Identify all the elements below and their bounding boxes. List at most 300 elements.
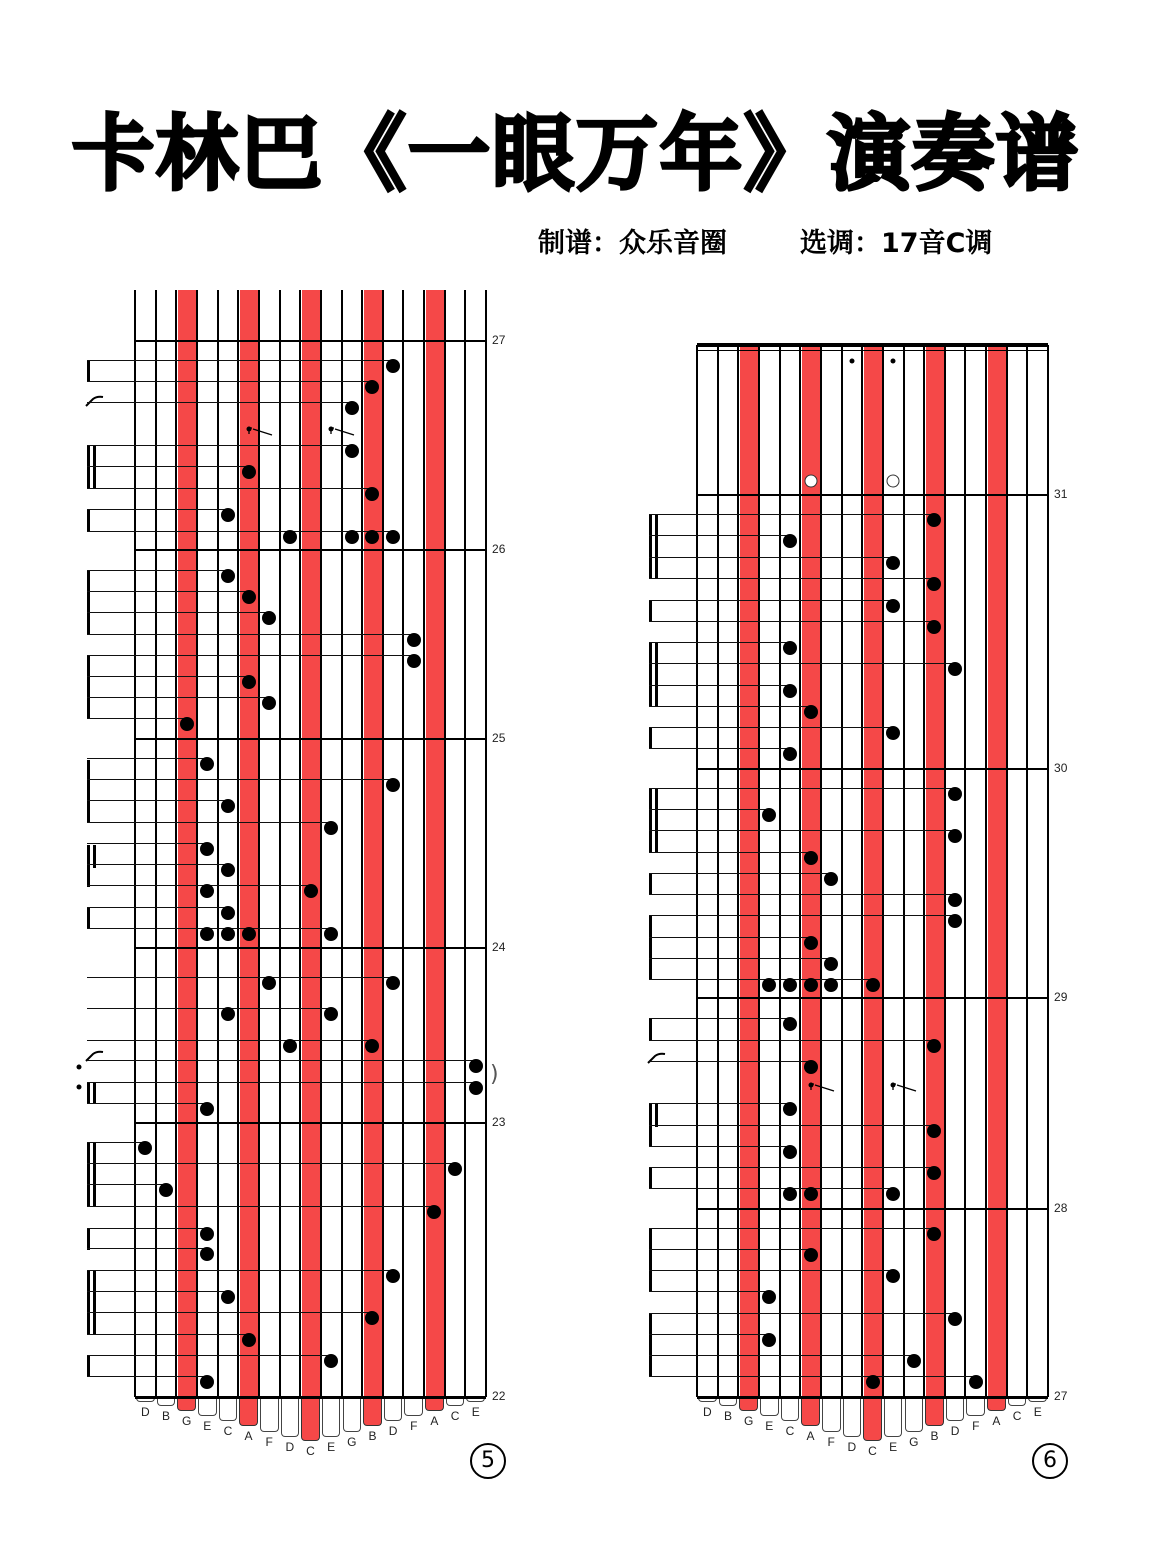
tine-end xyxy=(801,1397,820,1426)
tine-end xyxy=(177,1397,196,1411)
tine-label-f: F xyxy=(827,1435,835,1449)
tine-end xyxy=(404,1397,423,1416)
dotted-rhythm-dot xyxy=(77,1085,82,1090)
tine-end xyxy=(739,1397,758,1411)
tine-divider xyxy=(444,290,446,1397)
tine-label-e: E xyxy=(203,1419,212,1433)
rhythm-stem xyxy=(649,916,652,980)
tine-end xyxy=(905,1397,924,1432)
tine-divider xyxy=(279,290,281,1397)
tine-end xyxy=(260,1397,279,1432)
tine-label-f: F xyxy=(410,1419,418,1433)
note-dot xyxy=(783,534,797,548)
rhythm-stem-secondary xyxy=(655,1104,658,1127)
note-guide-line xyxy=(87,1142,145,1143)
note-guide-line xyxy=(87,1008,331,1009)
tine-divider xyxy=(944,345,946,1397)
note-dot xyxy=(927,1039,941,1053)
key-label: 选调：17音C调 xyxy=(800,228,993,259)
note-guide-line xyxy=(649,1146,790,1147)
note-guide-line xyxy=(87,1060,476,1061)
tine-divider xyxy=(903,345,905,1397)
note-dot xyxy=(386,359,400,373)
page-number: 5 xyxy=(470,1443,506,1479)
note-guide-line xyxy=(87,402,352,403)
measure-number: 25 xyxy=(492,731,506,745)
note-guide-line xyxy=(649,852,811,853)
tine-divider xyxy=(799,345,801,1397)
octave-dot xyxy=(891,359,896,364)
note-guide-line xyxy=(649,1270,893,1271)
note-dot xyxy=(221,508,235,522)
measure-number: 29 xyxy=(1054,990,1068,1004)
note-dot xyxy=(242,927,256,941)
note-dot xyxy=(200,1102,214,1116)
note-guide-line xyxy=(649,748,790,749)
note-dot xyxy=(866,1375,880,1389)
measure-line xyxy=(697,494,1048,496)
tine-label-f: F xyxy=(265,1435,273,1449)
rhythm-stem xyxy=(87,446,90,489)
note-guide-line xyxy=(87,1355,331,1356)
note-dot xyxy=(762,978,776,992)
note-dot xyxy=(407,633,421,647)
note-dot xyxy=(324,927,338,941)
note-dot xyxy=(365,530,379,544)
note-guide-line xyxy=(649,809,769,810)
red-tine-column xyxy=(864,345,882,1397)
note-dot xyxy=(200,927,214,941)
tine-divider xyxy=(237,290,239,1397)
note-dot xyxy=(365,487,379,501)
open-note xyxy=(887,475,900,488)
rhythm-stem xyxy=(87,908,90,929)
rhythm-stem xyxy=(649,1228,652,1292)
note-guide-line xyxy=(649,600,893,601)
tine-label-b: B xyxy=(161,1409,170,1423)
note-guide-line xyxy=(649,1228,934,1229)
rhythm-stem xyxy=(87,510,90,532)
tine-label-d: D xyxy=(950,1424,960,1438)
note-guide-line xyxy=(87,612,269,613)
note-dot xyxy=(948,787,962,801)
note-guide-line xyxy=(649,642,790,643)
note-guide-line xyxy=(87,843,207,844)
note-dot xyxy=(200,884,214,898)
tine-divider xyxy=(1047,345,1049,1397)
note-dot xyxy=(969,1375,983,1389)
note-guide-line xyxy=(87,655,414,656)
note-dot xyxy=(948,1312,962,1326)
note-guide-line xyxy=(87,1163,455,1164)
note-dot xyxy=(948,662,962,676)
note-dot xyxy=(927,620,941,634)
measure-line xyxy=(697,768,1048,770)
note-dot xyxy=(804,705,818,719)
tine-end xyxy=(281,1397,300,1437)
note-dot xyxy=(804,978,818,992)
note-dot xyxy=(283,530,297,544)
note-dot xyxy=(783,1187,797,1201)
measure-number: 31 xyxy=(1054,487,1068,501)
rhythm-stem xyxy=(87,760,90,823)
note-guide-line xyxy=(649,663,955,664)
note-guide-line xyxy=(649,788,955,789)
tine-label-d: D xyxy=(702,1405,712,1419)
note-guide-line xyxy=(87,1334,249,1335)
note-dot xyxy=(304,884,318,898)
tine-end xyxy=(966,1397,985,1416)
note-guide-line xyxy=(649,535,790,536)
tine-divider xyxy=(402,290,404,1397)
note-guide-line xyxy=(649,557,893,558)
measure-number: 24 xyxy=(492,940,506,954)
note-dot xyxy=(866,978,880,992)
note-dot xyxy=(927,1227,941,1241)
tine-divider xyxy=(1006,345,1008,1397)
tine-divider xyxy=(423,290,425,1397)
note-guide-line xyxy=(87,864,228,865)
note-dot xyxy=(324,821,338,835)
note-dot xyxy=(783,641,797,655)
note-dot xyxy=(783,1017,797,1031)
tine-divider xyxy=(361,290,363,1397)
note-dot xyxy=(469,1081,483,1095)
note-dot xyxy=(407,654,421,668)
note-dot xyxy=(386,778,400,792)
note-guide-line xyxy=(87,1040,372,1041)
rhythm-stem-secondary xyxy=(655,515,658,578)
note-dot xyxy=(886,1269,900,1283)
note-dot xyxy=(221,569,235,583)
note-guide-line xyxy=(649,727,893,728)
slur-flag-icon xyxy=(85,1047,107,1059)
note-guide-line xyxy=(649,514,934,515)
note-guide-line xyxy=(649,706,811,707)
note-dot xyxy=(824,872,838,886)
note-guide-line xyxy=(649,1103,790,1104)
measure-line xyxy=(697,1208,1048,1210)
tine-divider xyxy=(882,345,884,1397)
note-guide-line xyxy=(87,676,249,677)
note-dot xyxy=(242,1333,256,1347)
note-dot xyxy=(200,757,214,771)
measure-number: 27 xyxy=(1054,1389,1068,1403)
tine-label-g: G xyxy=(743,1414,754,1428)
note-guide-line xyxy=(87,360,393,361)
tine-end xyxy=(219,1397,238,1421)
tine-end xyxy=(987,1397,1006,1411)
measure-line xyxy=(135,947,486,949)
note-dot xyxy=(365,1311,379,1325)
grace-tail-icon xyxy=(892,1079,918,1098)
tine-label-c: C xyxy=(785,1424,795,1438)
rhythm-stem-secondary xyxy=(655,789,658,852)
note-dot xyxy=(200,1227,214,1241)
note-dot xyxy=(324,1354,338,1368)
note-dot xyxy=(221,906,235,920)
tine-end xyxy=(760,1397,779,1416)
tine-divider xyxy=(779,345,781,1397)
page-number: 6 xyxy=(1032,1443,1068,1479)
note-guide-line xyxy=(649,1167,934,1168)
note-guide-line xyxy=(87,907,228,908)
tine-label-c: C xyxy=(306,1444,315,1458)
tine-label-d: D xyxy=(388,1424,398,1438)
note-guide-line xyxy=(649,1291,769,1292)
base-line xyxy=(697,1396,1048,1399)
grace-tail-icon xyxy=(810,1079,836,1098)
tine-divider xyxy=(820,345,822,1397)
tine-label-f: F xyxy=(972,1419,980,1433)
note-guide-line xyxy=(649,1313,955,1314)
note-dot xyxy=(948,893,962,907)
note-dot xyxy=(469,1059,483,1073)
note-guide-line xyxy=(87,634,414,635)
open-note xyxy=(804,475,817,488)
note-guide-line xyxy=(87,1291,228,1292)
page-title: 卡林巴《一眼万年》演奏谱 xyxy=(71,107,1080,202)
note-dot xyxy=(927,1166,941,1180)
note-guide-line xyxy=(87,591,249,592)
tine-divider xyxy=(320,290,322,1397)
rhythm-stem xyxy=(649,643,652,706)
tine-label-d: D xyxy=(285,1440,295,1454)
note-dot xyxy=(907,1354,921,1368)
slur-flag-icon xyxy=(647,1049,669,1061)
measure-number: 22 xyxy=(492,1389,506,1403)
red-tine-column xyxy=(988,345,1006,1397)
tine-divider xyxy=(258,290,260,1397)
tine-label-d: D xyxy=(847,1440,857,1454)
tine-label-e: E xyxy=(327,1440,336,1454)
note-dot xyxy=(886,556,900,570)
note-dot xyxy=(180,717,194,731)
note-dot xyxy=(386,1269,400,1283)
tine-divider xyxy=(485,290,487,1397)
tine-label-b: B xyxy=(368,1429,377,1443)
note-guide-line xyxy=(87,570,228,571)
note-dot xyxy=(386,976,400,990)
tine-label-g: G xyxy=(909,1435,919,1449)
note-guide-line xyxy=(87,800,228,801)
note-dot xyxy=(262,696,276,710)
tine-end xyxy=(822,1397,841,1432)
tine-end xyxy=(843,1397,862,1437)
tine-end xyxy=(363,1397,382,1426)
rhythm-stem xyxy=(87,1143,90,1206)
rhythm-stem-secondary xyxy=(93,1143,96,1206)
tine-end xyxy=(946,1397,965,1421)
tine-end xyxy=(301,1397,320,1441)
note-dot xyxy=(345,530,359,544)
note-dot xyxy=(948,914,962,928)
rhythm-stem xyxy=(87,360,90,382)
rhythm-stem-secondary xyxy=(655,643,658,706)
note-dot xyxy=(783,684,797,698)
note-dot xyxy=(886,1187,900,1201)
note-dot xyxy=(221,927,235,941)
tine-label-e: E xyxy=(471,1405,480,1419)
tine-end xyxy=(343,1397,362,1432)
note-dot xyxy=(927,513,941,527)
note-dot xyxy=(804,1187,818,1201)
note-guide-line xyxy=(649,915,955,916)
note-guide-line xyxy=(87,466,249,467)
note-guide-line xyxy=(649,621,934,622)
tine-divider xyxy=(923,345,925,1397)
note-guide-line xyxy=(87,1248,207,1249)
dotted-rhythm-dot xyxy=(77,1065,82,1070)
note-guide-line xyxy=(649,894,955,895)
note-dot xyxy=(365,1039,379,1053)
tine-label-a: A xyxy=(992,1414,1001,1428)
tine-divider xyxy=(985,345,987,1397)
tine-divider xyxy=(217,290,219,1397)
measure-number: 26 xyxy=(492,542,506,556)
note-dot xyxy=(221,799,235,813)
red-tine-column xyxy=(240,290,258,1397)
note-guide-line xyxy=(87,381,372,382)
note-guide-line xyxy=(649,685,790,686)
note-guide-line xyxy=(87,1228,207,1229)
note-guide-line xyxy=(87,1184,166,1185)
note-guide-line xyxy=(649,578,934,579)
note-guide-line xyxy=(649,1355,914,1356)
rhythm-stem xyxy=(649,1168,652,1189)
tine-end xyxy=(781,1397,800,1421)
note-dot xyxy=(948,829,962,843)
tie-paren: ) xyxy=(490,1062,499,1087)
tine-label-g: G xyxy=(347,1435,357,1449)
note-dot xyxy=(762,1290,776,1304)
tine-divider xyxy=(1026,345,1028,1397)
note-guide-line xyxy=(649,1334,769,1335)
red-tine-column xyxy=(364,290,382,1397)
tine-label-e: E xyxy=(765,1419,774,1433)
rhythm-stem xyxy=(649,1019,652,1040)
note-dot xyxy=(242,465,256,479)
rhythm-stem xyxy=(649,789,652,852)
note-guide-line xyxy=(87,779,393,780)
tine-divider xyxy=(696,345,698,1397)
note-dot xyxy=(221,1290,235,1304)
tine-label-b: B xyxy=(723,1409,732,1423)
end-bar xyxy=(697,343,1048,347)
red-tine-column xyxy=(302,290,320,1397)
tine-label-c: C xyxy=(1012,1409,1022,1423)
tine-label-c: C xyxy=(450,1409,460,1423)
note-dot xyxy=(783,1145,797,1159)
note-dot xyxy=(762,1333,776,1347)
note-guide-line xyxy=(87,1312,372,1313)
rhythm-stem-secondary xyxy=(93,446,96,489)
note-dot xyxy=(242,590,256,604)
grace-tail-icon xyxy=(330,423,356,442)
end-bar-thin xyxy=(697,350,1048,351)
note-dot xyxy=(804,851,818,865)
measure-line xyxy=(697,997,1048,999)
note-dot xyxy=(448,1162,462,1176)
rhythm-stem xyxy=(87,656,90,719)
note-guide-line xyxy=(649,958,831,959)
tine-divider xyxy=(758,345,760,1397)
note-guide-line xyxy=(87,697,269,698)
rhythm-stem-secondary xyxy=(93,1271,96,1334)
rhythm-stem xyxy=(649,1313,652,1376)
note-dot xyxy=(262,976,276,990)
tine-end xyxy=(322,1397,341,1437)
tine-divider xyxy=(737,345,739,1397)
tine-label-a: A xyxy=(244,1429,253,1443)
note-dot xyxy=(345,401,359,415)
tine-end xyxy=(239,1397,258,1426)
note-dot xyxy=(886,599,900,613)
note-guide-line xyxy=(649,1061,811,1062)
rhythm-stem xyxy=(87,845,90,887)
note-guide-line xyxy=(87,758,207,759)
note-dot xyxy=(804,1060,818,1074)
note-guide-line xyxy=(87,1103,207,1104)
note-guide-line xyxy=(87,1270,393,1271)
red-tine-column xyxy=(740,345,758,1397)
tine-label-b: B xyxy=(930,1429,939,1443)
rhythm-stem xyxy=(87,1082,90,1104)
arranger-label: 制谱：众乐音圈 xyxy=(538,228,727,259)
note-guide-line xyxy=(649,1018,790,1019)
measure-line xyxy=(135,340,486,342)
note-dot xyxy=(138,1141,152,1155)
octave-dot xyxy=(849,359,854,364)
note-dot xyxy=(200,842,214,856)
measure-line xyxy=(135,549,486,551)
rhythm-stem xyxy=(87,1228,90,1250)
note-guide-line xyxy=(87,488,372,489)
note-guide-line xyxy=(649,873,831,874)
measure-number: 28 xyxy=(1054,1201,1068,1215)
note-guide-line xyxy=(649,937,811,938)
note-dot xyxy=(824,957,838,971)
note-guide-line xyxy=(87,1206,434,1207)
note-guide-line xyxy=(649,1188,893,1189)
measure-number: 30 xyxy=(1054,761,1068,775)
note-guide-line xyxy=(87,977,393,978)
tine-divider xyxy=(861,345,863,1397)
tine-end xyxy=(884,1397,903,1437)
note-dot xyxy=(200,1247,214,1261)
note-guide-line xyxy=(649,1376,976,1377)
note-guide-line xyxy=(649,1125,934,1126)
rhythm-stem xyxy=(649,728,652,749)
note-dot xyxy=(783,978,797,992)
rhythm-stem xyxy=(649,515,652,578)
note-guide-line xyxy=(87,822,331,823)
measure-line xyxy=(135,738,486,740)
note-dot xyxy=(804,936,818,950)
note-dot xyxy=(886,726,900,740)
tine-label-c: C xyxy=(868,1444,877,1458)
tine-end xyxy=(198,1397,217,1416)
note-guide-line xyxy=(87,445,352,446)
note-dot xyxy=(283,1039,297,1053)
tine-end xyxy=(384,1397,403,1421)
note-guide-line xyxy=(649,1040,934,1041)
note-guide-line xyxy=(649,979,873,980)
rhythm-stem xyxy=(87,570,90,634)
note-dot xyxy=(324,1007,338,1021)
rhythm-stem xyxy=(87,1356,90,1377)
note-dot xyxy=(200,1375,214,1389)
